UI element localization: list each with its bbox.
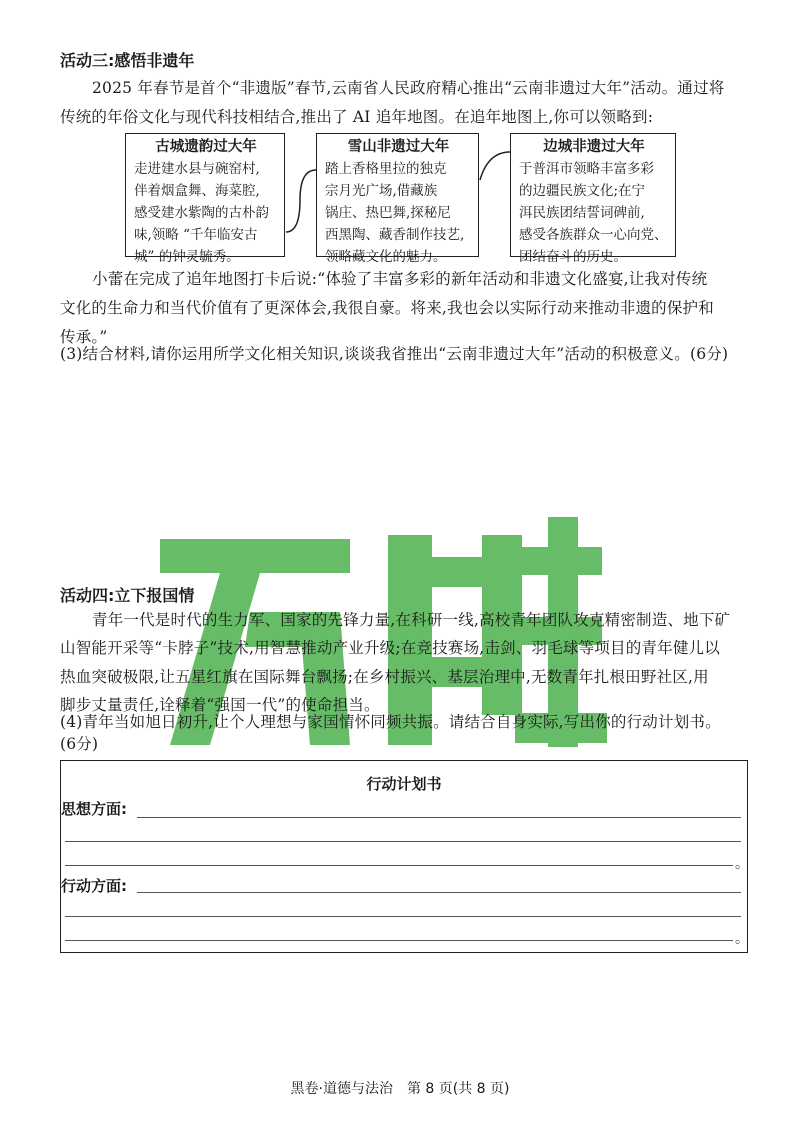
map-box-line: 领略藏文化的魅力。 <box>325 249 447 265</box>
action-plan-box <box>60 760 748 953</box>
activity3-heading: 活动三:感悟非遗年 <box>60 51 195 70</box>
map-box-title: 雪山非遗过大年 <box>347 139 450 155</box>
quote-line3: 传承。” <box>60 328 108 346</box>
map-box-line: 洱民族团结誓词碑前, <box>519 205 645 221</box>
map-box-line: 的边疆民族文化;在宁 <box>519 183 646 199</box>
action-answer-line-2[interactable] <box>65 916 741 917</box>
map-box-line: 于普洱市领略丰富多彩 <box>519 161 654 177</box>
map-box-line: 踏上香格里拉的独克 <box>325 161 447 177</box>
action-plan-title: 行动计划书 <box>366 775 442 793</box>
map-box-border-city <box>510 133 676 265</box>
map-box-title: 边城非遗过大年 <box>543 139 645 155</box>
map-box-line: 伴着烟盒舞、海菜腔, <box>134 183 260 199</box>
activity4-para-line1: 青年一代是时代的生力军、国家的先锋力量,在科研一线,高校青年团队攻克精密制造、地下矿 <box>92 611 731 629</box>
map-box-line: 感受各族群众一心向党、 <box>519 227 668 243</box>
map-box-line: 感受建水紫陶的古朴韵 <box>134 205 269 221</box>
map-box-title: 古城遗韵过大年 <box>155 139 257 155</box>
map-box-line: 锅庄、热巴舞,探秘尼 <box>325 205 451 221</box>
thought-label: 思想方面: <box>61 800 127 818</box>
thought-end-mark: 。 <box>735 856 749 872</box>
thought-answer-line-3[interactable] <box>65 865 733 866</box>
activity3-intro-line1: 2025 年春节是首个“非遗版”春节,云南省人民政府精心推出“云南非遗过大年”活动。通过将 <box>92 79 725 97</box>
activity4-para-line4: 脚步丈量责任,诠释着“强国一代”的使命担当。 <box>60 696 380 714</box>
action-answer-line-1[interactable] <box>137 892 741 893</box>
quote-line2: 文化的生命力和当代价值有了更深体会,我很自豪。将来,我也会以实际行动来推动非遗的保护和 <box>60 299 714 317</box>
activity4-heading: 活动四:立下报国情 <box>60 586 195 605</box>
page-footer: 黑卷·道德与法治 第 8 页(共 8 页) <box>290 1081 510 1097</box>
map-box-line: 西黑陶、藏香制作技艺, <box>325 227 465 243</box>
action-label: 行动方面: <box>61 877 127 895</box>
map-box-ancient-city <box>125 133 285 265</box>
quote-line1: 小蕾在完成了追年地图打卡后说:“体验了丰富多彩的新年活动和非遗文化盛宴,让我对传统 <box>92 270 708 288</box>
action-end-mark: 。 <box>735 931 749 947</box>
map-box-line: 宗月光广场,借藏族 <box>325 183 438 199</box>
thought-answer-line-1[interactable] <box>137 817 741 818</box>
activity4-para-line3: 热血突破极限,让五星红旗在国际舞台飘扬;在乡村振兴、基层治理中,无数青年扎根田野社区,用 <box>60 668 709 686</box>
map-box-snow-mountain <box>316 133 479 265</box>
question-4-points: (6分) <box>60 735 99 753</box>
map-box-line: 团结奋斗的历史。 <box>519 249 627 265</box>
map-box-line: 味,领略 “千年临安古 <box>134 227 258 243</box>
question-3: (3)结合材料,请你运用所学文化相关知识,谈谈我省推出“云南非遗过大年”活动的积极意义。(6分) <box>60 345 729 363</box>
question-4: (4)青年当如旭日初升,让个人理想与家国情怀同频共振。请结合自身实际,写出你的行动计划书。 <box>60 713 721 731</box>
activity4-para-line2: 山智能开采等“卡脖子”技术,用智慧推动产业升级;在竞技赛场,击剑、羽毛球等项目的青年健儿以 <box>60 639 720 657</box>
thought-answer-line-2[interactable] <box>65 841 741 842</box>
map-box-line: 城” 的钟灵毓秀。 <box>134 249 240 265</box>
action-answer-line-3[interactable] <box>65 940 733 941</box>
activity3-intro-line2: 传统的年俗文化与现代科技相结合,推出了 AI 追年地图。在追年地图上,你可以领略到: <box>60 108 654 126</box>
map-box-line: 走进建水县与碗窑村, <box>134 161 260 177</box>
